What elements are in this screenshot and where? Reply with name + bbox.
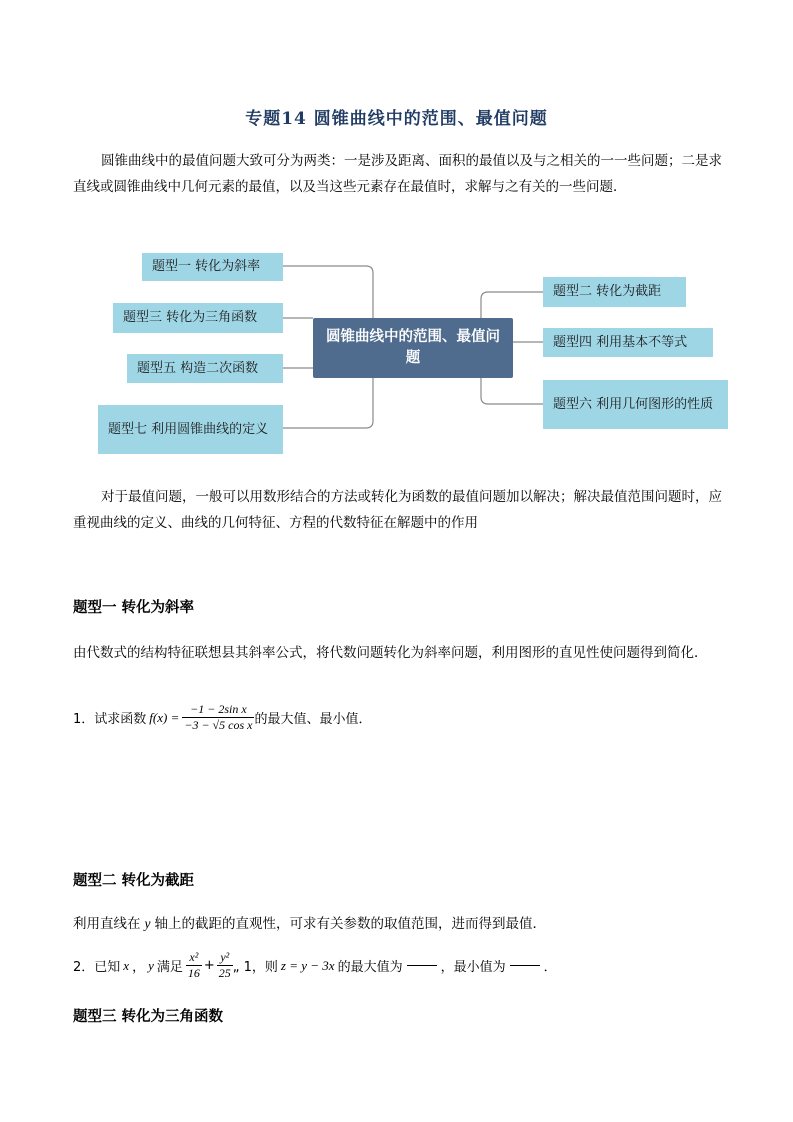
section-heading-type3: 题型三 转化为三角函数: [73, 1009, 224, 1025]
question-2-min-label: ，最小值为: [440, 960, 506, 975]
question-2-fraction-y-den: 25: [218, 966, 231, 980]
question-2: [73, 950, 557, 981]
section-desc-type2-part-b: 轴上的截距的直观性，可求有关参数的取值范围，进而得到最值．: [154, 916, 546, 932]
question-1-fraction: [182, 702, 254, 733]
section-desc-type2-part-a: 利用直线在: [73, 916, 141, 932]
question-1-prefix: 1．试求函数: [73, 712, 147, 727]
section-heading-type2: 题型二 转化为截距: [73, 873, 195, 889]
section-heading-type1: 题型一 转化为斜率: [73, 600, 195, 616]
question-2-var-x: x: [123, 957, 130, 973]
question-1-suffix: 的最大值、最小值．: [254, 712, 372, 727]
question-2-prefix: 2．已知: [73, 960, 121, 975]
method-paragraph: 对于最值问题，一般可以用数形结合的方法或转化为函数的最值问题加以解决；解决最值范围问题时，应重视曲线的定义、曲线的几何特征、方程的代数特征在解题中的作用: [73, 489, 722, 531]
answer-blank-min[interactable]: [510, 965, 540, 966]
section-desc-type2: [73, 911, 723, 937]
question-2-plus: +: [203, 958, 215, 973]
question-2-fraction-y-num: y²: [217, 950, 233, 966]
question-2-fraction-x-den: 16: [187, 966, 200, 980]
question-2-end: ．: [543, 960, 557, 975]
question-1: [73, 702, 371, 733]
mindmap-node-type4: 题型四 利用基本不等式: [543, 328, 713, 357]
answer-blank-max[interactable]: [407, 965, 437, 966]
question-2-expression: z = y − 3x: [280, 957, 335, 973]
question-1-denominator: −3 − √5 cos x: [184, 718, 253, 732]
question-2-var-y: y: [148, 957, 154, 973]
intro-paragraph: 圆锥曲线中的最值问题大致可分为两类：一是涉及距离、面积的最值以及与之相关的一一些问题；二是求直线或圆锥曲线中几何元素的最值，以及当这些元素存在最值时，求解与之有关的一些问题．: [73, 153, 722, 195]
question-1-numerator: −1 − 2sin x: [182, 702, 254, 718]
question-2-fraction-x-num: x²: [186, 950, 202, 966]
mindmap-center-node: 圆锥曲线中的范围、最值问题: [313, 318, 513, 378]
mindmap-node-type2: 题型二 转化为截距: [543, 277, 686, 307]
page-title: 专题14 圆锥曲线中的范围、最值问题: [245, 109, 548, 129]
question-2-max-label: 的最大值为: [337, 960, 403, 975]
mindmap-node-type5: 题型五 构造二次函数: [127, 354, 283, 383]
mindmap-node-type3: 题型三 转化为三角函数: [113, 303, 283, 333]
question-2-fraction-y: [217, 950, 233, 981]
mindmap-node-type6: 题型六 利用几何图形的性质: [543, 380, 728, 429]
mindmap-node-type7: 题型七 利用圆锥曲线的定义: [98, 405, 283, 454]
question-2-fraction-x: [186, 950, 202, 981]
question-2-condition: „ 1，则: [232, 960, 278, 975]
section-desc-type1: 由代数式的结构特征联想县其斜率公式，将代数问题转化为斜率问题，利用图形的直见性使问题得到简化．: [73, 645, 708, 661]
section-desc-type2-var: y: [144, 916, 151, 931]
question-2-satisfy: 满足: [156, 960, 183, 975]
mindmap-node-type1: 题型一 转化为斜率: [142, 253, 283, 281]
question-2-comma: ，: [132, 960, 146, 975]
question-1-function: f(x) =: [149, 709, 180, 725]
